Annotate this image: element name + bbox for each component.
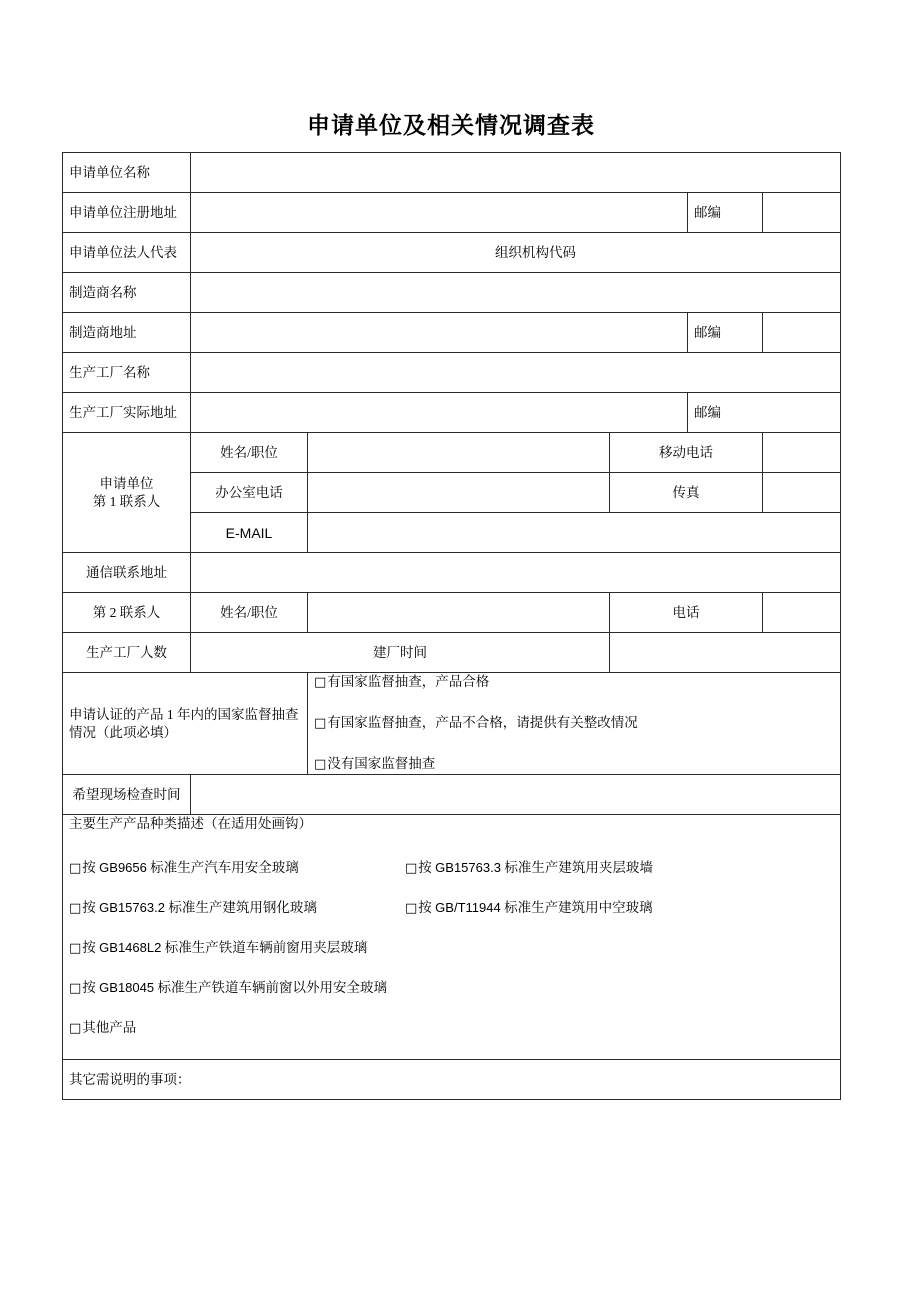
field-factory-name[interactable]: [191, 353, 841, 393]
table-row-factory-info: [63, 633, 841, 673]
product-option-gb157632[interactable]: [69, 899, 317, 918]
products-heading: 主要生产产品种类描述（在适用处画钩）: [69, 816, 312, 831]
label-contact2-phone: 电话: [610, 593, 763, 633]
checkbox-icon[interactable]: □: [405, 901, 418, 916]
label-postcode-applicant: 邮编: [688, 193, 763, 233]
label-contact1-group: [63, 433, 191, 553]
product-suffix: 标准生产铁道车辆前窗以外用安全玻璃: [154, 980, 387, 995]
table-row-manufacturer-name: [63, 273, 841, 313]
field-contact2-name-title[interactable]: [308, 593, 610, 633]
product-row-2: [69, 899, 834, 939]
product-prefix: 按: [82, 980, 100, 995]
checkbox-icon[interactable]: □: [314, 757, 327, 772]
field-contact2-phone[interactable]: [763, 593, 841, 633]
products-cell: [63, 815, 841, 1060]
product-prefix: 按: [418, 900, 436, 915]
product-code: GB15763.2: [99, 900, 165, 915]
supervision-options: [308, 673, 841, 775]
label-contact2-name-title: 姓名/职位: [191, 593, 308, 633]
label-manufacturer-name: 制造商名称: [63, 273, 191, 313]
label-supervision: 申请认证的产品 1 年内的国家监督抽查情况（此项必填）: [63, 673, 308, 775]
product-suffix: 标准生产建筑用钢化玻璃: [164, 900, 317, 915]
field-manufacturer-name[interactable]: [191, 273, 841, 313]
product-prefix: 按: [82, 860, 100, 875]
survey-form-table: [62, 152, 841, 1100]
checkbox-icon[interactable]: □: [405, 861, 418, 876]
checkbox-icon[interactable]: □: [69, 941, 82, 956]
supervision-option-none-label: 没有国家监督抽查: [327, 756, 436, 771]
supervision-option-pass[interactable]: [314, 673, 834, 692]
product-code: GB15763.3: [435, 860, 501, 875]
product-suffix: 其他产品: [82, 1020, 137, 1035]
checkbox-icon[interactable]: □: [69, 901, 82, 916]
label-notes: 其它需说明的事项：: [69, 1071, 191, 1087]
label-postcode-factory: 邮编: [688, 393, 841, 433]
table-row-inspection-time: [63, 775, 841, 815]
checkbox-icon[interactable]: □: [69, 861, 82, 876]
field-factory-address[interactable]: [191, 393, 688, 433]
label-manufacturer-address: 制造商地址: [63, 313, 191, 353]
product-row-1: [69, 859, 834, 899]
field-postcode-manufacturer[interactable]: [763, 313, 841, 353]
supervision-option-fail[interactable]: [314, 714, 834, 733]
product-option-gb9656[interactable]: [69, 859, 299, 878]
field-factory-established[interactable]: [610, 633, 841, 673]
label-legal-representative: 申请单位法人代表: [63, 233, 191, 273]
label-applicant-name: 申请单位名称: [63, 153, 191, 193]
label-contact1-office-phone: 办公室电话: [191, 473, 308, 513]
label-contact1-mobile: 移动电话: [610, 433, 763, 473]
table-row-contact2: [63, 593, 841, 633]
table-row-mailing-address: [63, 553, 841, 593]
product-suffix: 标准生产铁道车辆前窗用夹层玻璃: [161, 940, 368, 955]
label-inspection-time: 希望现场检查时间: [63, 775, 191, 815]
field-manufacturer-address[interactable]: [191, 313, 688, 353]
field-contact1-name-title[interactable]: [308, 433, 610, 473]
field-inspection-time[interactable]: [191, 775, 841, 815]
label-postcode-manufacturer: 邮编: [688, 313, 763, 353]
table-row-manufacturer-address: [63, 313, 841, 353]
product-suffix: 标准生产汽车用安全玻璃: [146, 860, 299, 875]
label-factory-name: 生产工厂名称: [63, 353, 191, 393]
label-organization-code: 组织机构代码: [495, 244, 577, 260]
label-factory-established: 建厂时间: [191, 633, 610, 673]
table-row-products: [63, 815, 841, 1060]
field-contact1-email[interactable]: [308, 513, 841, 553]
checkbox-icon[interactable]: □: [314, 716, 327, 731]
table-row-legal-representative: [63, 233, 841, 273]
label-factory-headcount: 生产工厂人数: [63, 633, 191, 673]
supervision-option-pass-label: 有国家监督抽查，产品合格: [327, 674, 490, 689]
label-contact2-group: 第 2 联系人: [63, 593, 191, 633]
table-row-applicant-reg-address: [63, 193, 841, 233]
field-legal-representative[interactable]: [191, 233, 841, 273]
product-row-3: [69, 939, 834, 979]
product-prefix: 按: [82, 900, 100, 915]
notes-cell[interactable]: [63, 1060, 841, 1100]
field-contact1-fax[interactable]: [763, 473, 841, 513]
product-code: GB9656: [99, 860, 147, 875]
field-applicant-name[interactable]: [191, 153, 841, 193]
field-contact1-office-phone[interactable]: [308, 473, 610, 513]
table-row-factory-address: [63, 393, 841, 433]
product-code: GB/T11944: [435, 900, 501, 915]
supervision-option-fail-label: 有国家监督抽查，产品不合格，请提供有关整改情况: [327, 715, 638, 730]
label-mailing-address: 通信联系地址: [63, 553, 191, 593]
product-option-gb157633[interactable]: [405, 859, 653, 878]
table-row-contact1-name: [63, 433, 841, 473]
product-row-5: [69, 1019, 834, 1059]
product-row-4: [69, 979, 834, 1019]
checkbox-icon[interactable]: □: [69, 981, 82, 996]
label-contact1-line2: 第 1 联系人: [92, 493, 161, 509]
label-factory-address: 生产工厂实际地址: [63, 393, 191, 433]
product-option-gb18045[interactable]: [69, 979, 387, 998]
label-applicant-reg-address: 申请单位注册地址: [63, 193, 191, 233]
label-contact1-line1: 申请单位: [99, 475, 154, 491]
product-prefix: 按: [82, 940, 100, 955]
checkbox-icon[interactable]: □: [69, 1021, 82, 1036]
label-contact1-email: E-MAIL: [191, 513, 308, 553]
field-applicant-reg-address[interactable]: [191, 193, 688, 233]
product-option-gb1468l2[interactable]: [69, 939, 367, 958]
product-code: GB18045: [99, 980, 155, 995]
product-prefix: 按: [418, 860, 436, 875]
label-contact1-fax: 传真: [610, 473, 763, 513]
field-postcode-applicant[interactable]: [763, 193, 841, 233]
supervision-option-none[interactable]: [314, 755, 834, 774]
product-suffix: 标准生产建筑用中空玻璃: [500, 900, 653, 915]
page-title: 申请单位及相关情况调查表: [307, 112, 595, 138]
table-row-applicant-name: [63, 153, 841, 193]
product-suffix: 标准生产建筑用夹层玻墙: [500, 860, 653, 875]
table-row-notes: [63, 1060, 841, 1100]
table-row-supervision: [63, 673, 841, 775]
field-contact1-mobile[interactable]: [763, 433, 841, 473]
field-mailing-address[interactable]: [191, 553, 841, 593]
product-code: GB1468L2: [99, 940, 162, 955]
product-option-other[interactable]: [69, 1019, 136, 1038]
product-option-gbt11944[interactable]: [405, 899, 653, 918]
table-row-factory-name: [63, 353, 841, 393]
checkbox-icon[interactable]: □: [314, 675, 327, 690]
label-contact1-name-title: 姓名/职位: [191, 433, 308, 473]
